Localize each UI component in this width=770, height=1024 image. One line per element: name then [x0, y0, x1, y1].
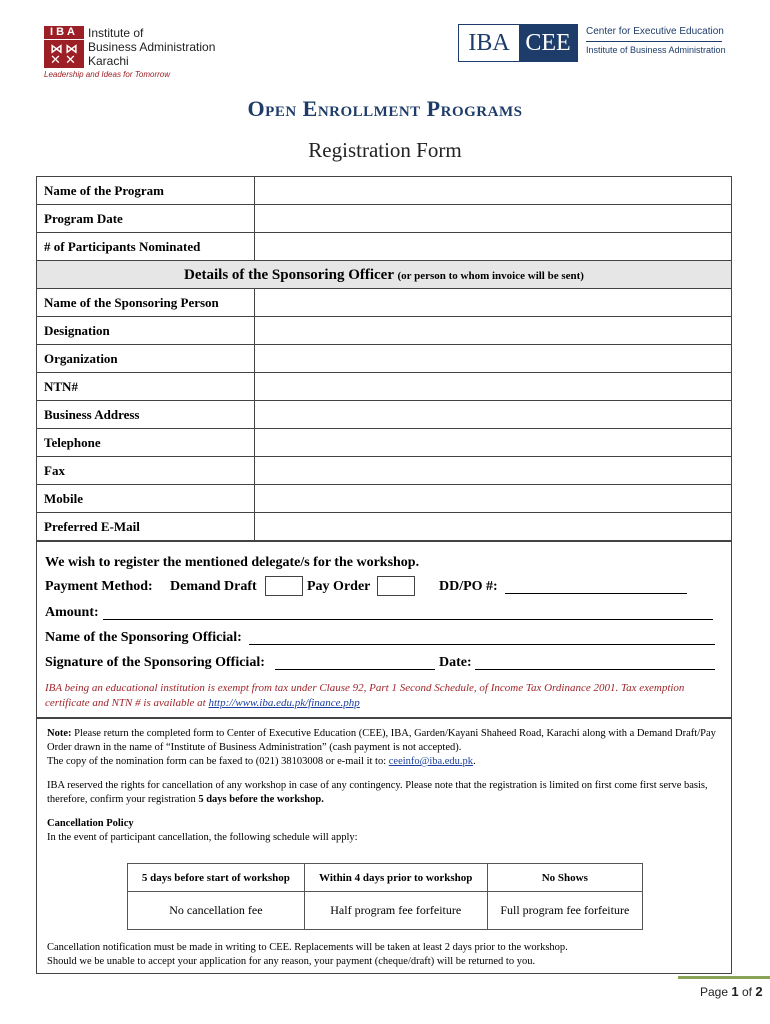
section-title: Details of the Sponsoring Officer [184, 267, 394, 283]
form-row [37, 289, 731, 317]
form-row [37, 429, 731, 457]
demand-draft-checkbox[interactable] [265, 576, 303, 596]
signature-field[interactable] [275, 669, 435, 670]
cee-logo [458, 24, 728, 64]
iba-name-line-1: Institute of [88, 26, 144, 40]
telephone-field[interactable] [255, 429, 731, 456]
table-header: Within 4 days prior to workshop [304, 864, 487, 892]
page-subtitle: Registration Form [308, 138, 462, 162]
section-header [37, 261, 731, 289]
registration-table [36, 176, 732, 542]
amount-label: Amount: [45, 605, 99, 620]
page-of: of [741, 985, 752, 999]
business-address-field[interactable] [255, 401, 731, 428]
table-header: 5 days before start of workshop [128, 864, 305, 892]
form-row [37, 485, 731, 513]
form-label: # of Participants Nominated [37, 233, 255, 260]
sponsoring-person-field[interactable] [255, 289, 731, 316]
form-label: Telephone [37, 429, 255, 456]
designation-field[interactable] [255, 317, 731, 344]
page-word: Page [700, 985, 729, 999]
note-paragraph [47, 727, 721, 755]
cee-line-1: Center for Executive Education [586, 26, 724, 37]
ntn-field[interactable] [255, 373, 731, 400]
closing-notes [47, 941, 723, 969]
iba-name-line-2: Business Administration [88, 40, 216, 54]
cee-logo-left: IBA [459, 25, 519, 61]
page-total: 2 [755, 984, 763, 999]
participants-field[interactable] [255, 233, 731, 260]
form-label: Business Address [37, 401, 255, 428]
ddpo-field[interactable] [505, 593, 687, 594]
pay-order-checkbox[interactable] [377, 576, 415, 596]
closing-line-2: Should we be unable to accept your application for any reason, your payment (cheque/draft) will be returned to you. [47, 956, 536, 967]
tax-notice [45, 681, 725, 711]
table-cell: Half program fee forfeiture [304, 892, 487, 930]
page-title: Open Enrollment Programs [247, 96, 523, 121]
form-label: NTN# [37, 373, 255, 400]
cee-line-2: Institute of Business Administration [586, 45, 726, 55]
form-row [37, 345, 731, 373]
demand-draft-label: Demand Draft [170, 579, 257, 594]
organization-field[interactable] [255, 345, 731, 372]
footer-rule [678, 976, 770, 979]
note-label: Note: [47, 728, 72, 739]
iba-logo-abbr: IBA [44, 26, 84, 39]
closing-line-1: Cancellation notification must be made in writing to CEE. Replacements will be taken at least 2 days prior to the workshop. [47, 942, 568, 953]
email-link[interactable]: ceeinfo@iba.edu.pk [388, 756, 474, 767]
finance-link[interactable]: http://www.iba.edu.pk/finance.php [208, 697, 360, 709]
section-note: (or person to whom invoice will be sent) [397, 270, 584, 282]
page-number [700, 984, 763, 999]
form-label: Preferred E-Mail [37, 513, 255, 541]
official-name-field[interactable] [249, 644, 715, 645]
fax-text: The copy of the nomination form can be faxed to (021) 38103008 or e-mail it to: [47, 756, 387, 767]
official-name-label: Name of the Sponsoring Official: [45, 630, 242, 645]
form-label: Organization [37, 345, 255, 372]
cee-divider [586, 41, 722, 42]
iba-emblem [44, 26, 84, 68]
form-row [37, 401, 731, 429]
iba-name-line-3: Karachi [88, 54, 129, 68]
ddpo-label: DD/PO #: [439, 579, 498, 594]
notes-block [36, 718, 732, 974]
form-row [37, 233, 731, 261]
note-text: Please return the completed form to Center of Executive Education (CEE), IBA, Garden/Kayani Shaheed Road, Karachi along with a Demand Draft/Pay Order drawn in the name of “Institute of Business Administration” (cash payment is not accepted). [47, 728, 716, 753]
fax-field[interactable] [255, 457, 731, 484]
form-row [37, 373, 731, 401]
registration-block [36, 540, 732, 718]
program-date-field[interactable] [255, 205, 731, 232]
table-cell: No cancellation fee [128, 892, 305, 930]
form-row [37, 205, 731, 233]
form-label: Designation [37, 317, 255, 344]
iba-name [88, 26, 215, 68]
pay-order-label: Pay Order [307, 579, 371, 594]
cancellation-table [127, 863, 643, 930]
mobile-field[interactable] [255, 485, 731, 512]
form-label: Program Date [37, 205, 255, 232]
form-label: Mobile [37, 485, 255, 512]
iba-tagline: Leadership and Ideas for Tomorrow [44, 70, 170, 79]
policy-intro: In the event of participant cancellation, the following schedule will apply: [47, 832, 358, 843]
cee-logo-box [458, 24, 578, 62]
date-label: Date: [439, 655, 472, 670]
iba-logo [44, 26, 244, 82]
form-label: Fax [37, 457, 255, 484]
form-row [37, 177, 731, 205]
policy-title: Cancellation Policy [47, 818, 134, 829]
rights-bold: 5 days before the workshop. [198, 794, 324, 805]
program-name-field[interactable] [255, 177, 731, 204]
form-row [37, 513, 731, 541]
table-header: No Shows [487, 864, 642, 892]
form-row [37, 317, 731, 345]
payment-label: Payment Method: [45, 579, 153, 594]
iba-symbol-icon: ⋈ ⋈ ✕ ✕ [44, 40, 84, 68]
tax-notice-text: IBA being an educational institution is exempt from tax under Clause 92, Part 1 Second Schedule, of Income Tax Ordinance 2001. Tax exemption certificate and NTN # is available at [45, 682, 685, 709]
email-field[interactable] [255, 513, 731, 541]
fax-paragraph: The copy of the nomination form can be faxed to (021) 38103008 or e-mail it to: ceeinfo@iba.edu.pk. [47, 756, 476, 767]
amount-field[interactable] [103, 619, 713, 620]
date-field[interactable] [475, 669, 715, 670]
form-label: Name of the Program [37, 177, 255, 204]
signature-label: Signature of the Sponsoring Official: [45, 655, 265, 670]
rights-paragraph [47, 779, 721, 807]
page-current: 1 [731, 984, 739, 999]
table-cell: Full program fee forfeiture [487, 892, 642, 930]
cee-logo-right: CEE [519, 25, 577, 61]
form-label: Name of the Sponsoring Person [37, 289, 255, 316]
register-statement: We wish to register the mentioned delegate/s for the workshop. [45, 555, 420, 570]
form-row [37, 457, 731, 485]
table-row [128, 864, 643, 892]
table-row [128, 892, 643, 930]
rights-text: IBA reserved the rights for cancellation of any workshop in case of any contingency. Please note that the registration is limited on first come first serve basis, therefore, confirm your registration [47, 780, 708, 805]
